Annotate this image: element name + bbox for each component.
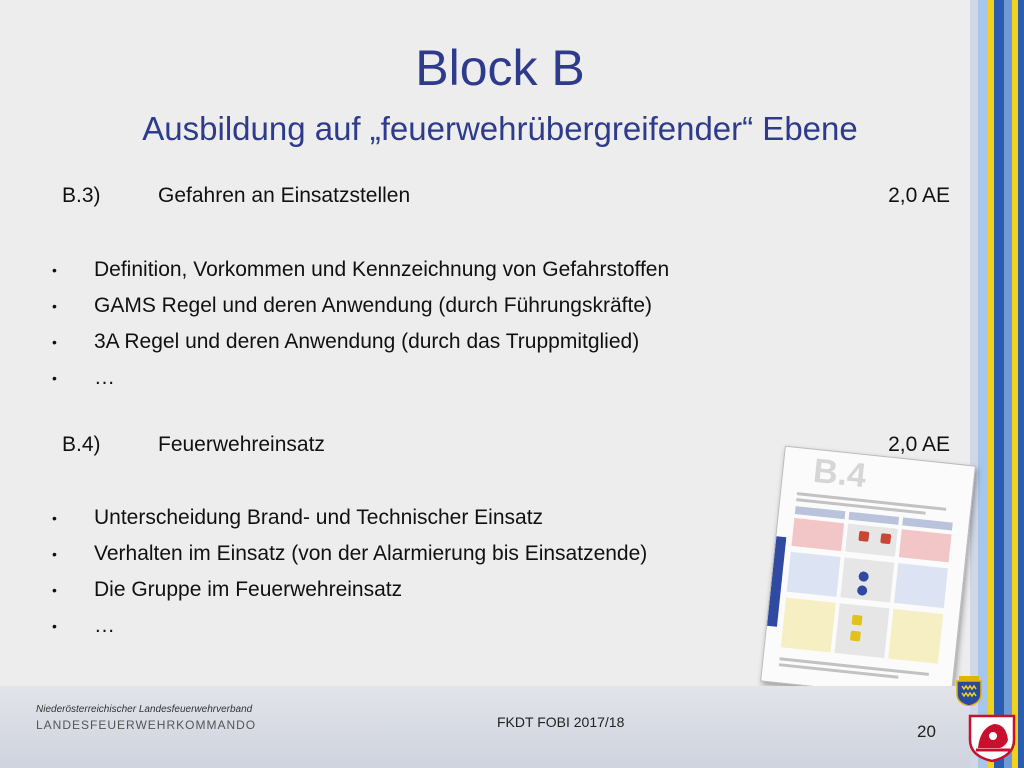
list-item: • …	[52, 366, 115, 389]
coat-of-arms-icon	[955, 676, 983, 706]
section-ae: 2,0 AE	[888, 184, 950, 207]
page-number: 20	[917, 722, 936, 741]
footer-text: FKDT FOBI 2017/18	[497, 714, 625, 730]
section-code: B.3)	[62, 184, 101, 207]
list-item: • GAMS Regel und deren Anwendung (durch Führungskräfte)	[52, 294, 652, 317]
list-item: • 3A Regel und deren Anwendung (durch das Truppmitglied)	[52, 330, 640, 353]
bullet-list-b4	[52, 500, 782, 644]
document-thumbnail	[760, 446, 976, 702]
section-ae: 2,0 AE	[888, 433, 950, 456]
list-item: • Definition, Vorkommen und Kennzeichnung von Gefahrstoffen	[52, 258, 670, 281]
list-item: • …	[52, 614, 115, 637]
section-name: Feuerwehreinsatz	[158, 433, 325, 456]
slide-title: Block B	[415, 40, 585, 96]
document-heading: B.4	[811, 451, 869, 496]
list-item: • Unterscheidung Brand- und Technischer Einsatz	[52, 506, 544, 529]
list-item: • Die Gruppe im Feuerwehreinsatz	[52, 578, 403, 601]
section-code: B.4)	[62, 433, 101, 456]
bullet-list-b3	[52, 252, 782, 396]
organization-subtitle: LANDESFEUERWEHRKOMMANDO	[36, 718, 257, 732]
list-item: • Verhalten im Einsatz (von der Alarmierung bis Einsatzende)	[52, 542, 648, 565]
slide-subtitle: Ausbildung auf „feuerwehrübergreifender“ Ebene	[142, 110, 858, 147]
fire-helmet-logo-icon	[966, 712, 1018, 762]
organization-name: Niederösterreichischer Landesfeuerwehrverband	[36, 704, 253, 715]
section-name: Gefahren an Einsatzstellen	[158, 184, 411, 207]
